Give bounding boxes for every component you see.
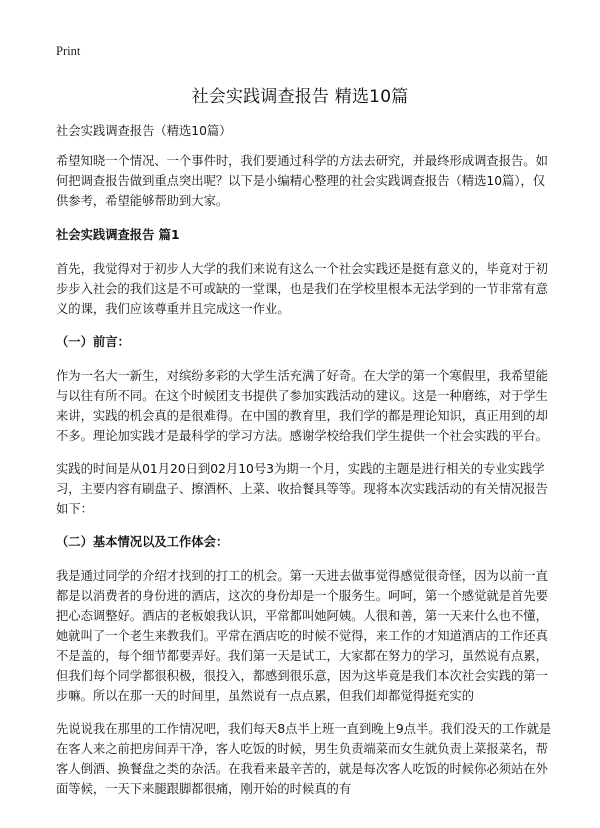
paragraph-3: 实践的时间是从01月20日到02月10号3为期一个月，实践的主题是进行相关的专业实践学习，主要内容有刷盘子、擦酒杯、上菜、收拾餐具等等。现将本次实践活动的有关情况报告如下： — [56, 462, 548, 516]
paragraph-2: 作为一名大一新生，对缤纷多彩的大学生活充满了好奇。在大学的第一个寒假里，我希望能与以往有所不同。在这个时候团支书提供了参加实践活动的建议。这是一种磨练，对于学生来讲，实践的机会真的是很难得。在中国的教育里，我们学的都是理论知识，真正用到的却不多。理论加实践才是最科学的学习方法。感谢学校给我们学生提供一个社会实践的平台。 — [56, 369, 548, 443]
paragraph-1: 首先，我觉得对于初步人大学的我们来说有这么一个社会实践还是挺有意义的，毕竟对于初步步入社会的我们这是不可或缺的一堂课，也是我们在学校里根本无法学到的一节非常有意义的课，我们应该尊重并且完成这一作业。 — [56, 262, 548, 316]
paragraph-4: 我是通过同学的介绍才找到的打工的机会。第一天进去做事觉得感觉很奇怪，因为以前一直都是以消费者的身份进的酒店，这次的身份却是一个服务生。呵呵，第一个感觉就是首先要把心态调整好。酒店的老板娘我认识，平常都叫她阿姨。人很和善，第一天来什么也不懂，她就叫了一个老生来教我们。平常在酒店吃的时候不觉得，来工作的才知道酒店的工作还真不是盖的，每个细节都要弄好。我们第一天是试工，大家都在努力的学习，虽然说有点累，但我们每个同学都很积极，很投入，都感到很乐意，因为这毕竟是我们本次社会实践的第一步嘛。所以在那一天的时间里，虽然说有一点点累，但我们却都觉得挺充实的 — [56, 569, 548, 703]
intro-paragraph: 希望知晓一个情况、一个事件时，我们要通过科学的方法去研究，并最终形成调查报告。如何把调查报告做到重点突出呢？以下是小编精心整理的社会实践调查报告（精选10篇），仅供参考，希望能够帮助到大家。 — [56, 154, 548, 208]
print-link[interactable]: Print — [56, 44, 81, 58]
heading-basic-situation: （二）基本情况以及工作体会： — [56, 535, 229, 549]
heading-preface: （一）前言： — [56, 335, 130, 349]
article-body — [56, 121, 556, 812]
section-heading: 社会实践调查报告 篇1 — [56, 228, 180, 242]
paragraph-5: 先说说我在那里的工作情况吧，我们每天8点半上班一直到晚上9点半。我们没天的工作就是在客人来之前把房间弄干净，客人吃饭的时候，男生负责端菜而女生就负责上菜报菜名，帮客人倒酒、换餐盘之类的杂活。在我看来最辛苦的，就是每次客人吃饭的时候你必须站在外面等候，一天下来腿跟脚都很痛，刚开始的时候真的有 — [56, 722, 552, 796]
article-subtitle: 社会实践调查报告（精选10篇） — [56, 124, 232, 138]
page-title: 社会实践调查报告 精选10篇 — [191, 87, 409, 107]
